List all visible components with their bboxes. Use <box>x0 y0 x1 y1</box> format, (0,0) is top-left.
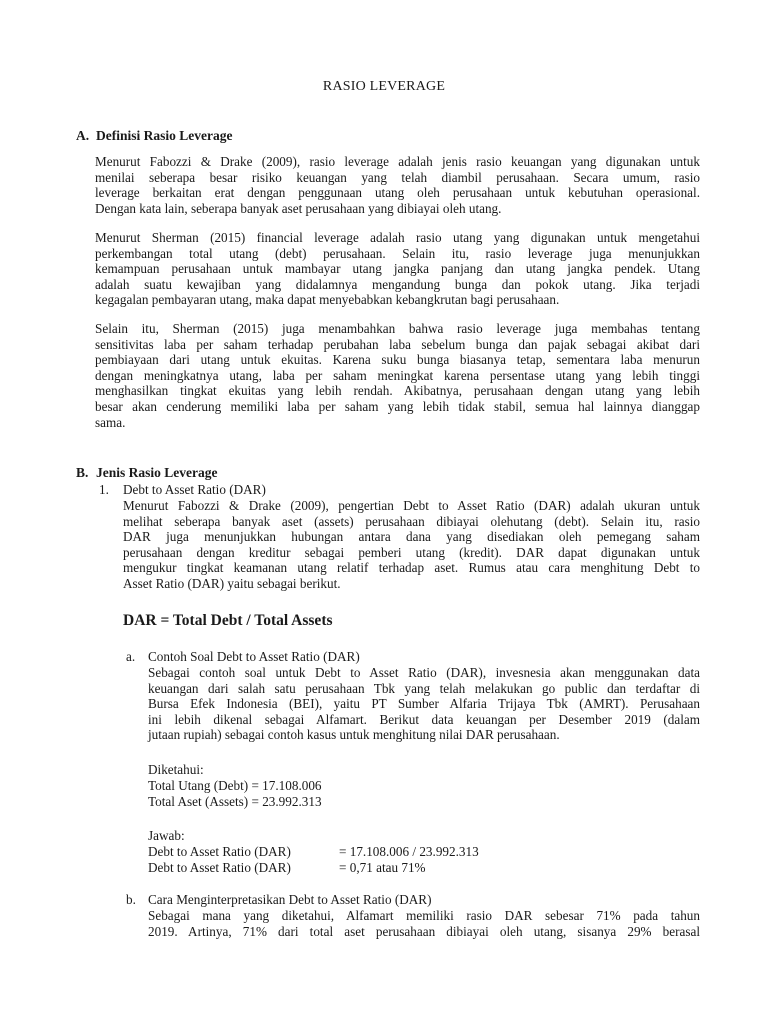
text-line: keuangan dari salah satu perusahaan Tbk yang telah melakukan go public dan terdaftar di <box>148 680 700 696</box>
sub-b-letter: b. <box>126 892 136 907</box>
calc-label-2: Debt to Asset Ratio (DAR) <box>148 860 291 875</box>
text-line: perusahaan dengan kreditur sebagai pemberi utang (kredit). DAR dapat digunakan untuk <box>123 544 700 560</box>
text-line: Menurut Fabozzi & Drake (2009), pengertian Debt to Asset Ratio (DAR) adalah ukuran untuk <box>123 498 700 513</box>
section-b-heading <box>76 465 217 481</box>
text-line: kegagalan pembayaran utang, maka dapat menyebabkan kebangkrutan bagi perusahaan. <box>95 292 560 308</box>
text-line: besar akan cenderung memiliki laba per saham yang lebih tidak stabil, semua hal lainnya dianggap <box>95 398 700 414</box>
text-line: perkembangan total utang (debt) perusahaan. Selain itu, rasio leverage juga menunjukkan <box>95 245 700 261</box>
text-line: mengukur tingkat keamanan utang relatif terhadap aset. Rumus atau cara menghitung Debt to <box>123 560 700 576</box>
text-line: dengan meningkatnya utang, laba per saham meningkat karena persentase utang yang lebih tinggi <box>95 367 700 383</box>
section-b-number: B. <box>76 465 89 480</box>
text-line: Bursa Efek Indonesia (BEI), yaitu PT Sumber Alfaria Trijaya Tbk (AMRT). Perusahaan <box>148 696 700 712</box>
item-1-paragraph <box>123 498 700 592</box>
text-line: sensitivitas laba per saham terhadap perubahan laba sebelum bunga dan pajak sebagai akibat dari <box>95 336 700 352</box>
sub-b-paragraph <box>148 908 700 939</box>
item-1-label: Debt to Asset Ratio (DAR) <box>123 482 266 497</box>
text-line: menghasilkan tingkat ekuitas yang lebih rendah. Akibatnya, perusahaan dengan utang yang lebih <box>95 383 700 399</box>
calc-label-1: Debt to Asset Ratio (DAR) <box>148 844 291 859</box>
text-line: Menurut Sherman (2015) financial leverage adalah rasio utang yang digunakan untuk mengetahui <box>95 230 700 245</box>
text-line: leverage berkaitan erat dengan penggunaan utang oleh perusahaan untuk kebutuhan operasional. <box>95 185 700 201</box>
section-a-paragraph-2 <box>95 230 700 308</box>
text-line: Selain itu, Sherman (2015) juga menambahkan bahwa rasio leverage juga membahas tentang <box>95 321 700 336</box>
text-line: pembiayaan dari utang untuk ekuitas. Karena suku bunga biasanya tetap, sementara laba menurun <box>95 352 700 368</box>
text-line: 2019. Artinya, 71% dari total aset perusahaan dibiayai oleh utang, sisanya 29% berasal <box>148 923 700 939</box>
calc-value-2: = 0,71 atau 71% <box>339 860 426 875</box>
section-a-heading <box>76 128 232 144</box>
given-total-assets: Total Aset (Assets) = 23.992.313 <box>148 794 322 809</box>
text-line: jutaan rupiah) sebagai contoh kasus untuk menghitung nilai DAR perusahaan. <box>148 727 560 743</box>
given-label: Diketahui: <box>148 762 204 777</box>
text-line: menilai seberapa besar risiko keuangan yang telah diambil perusahaan. Secara umum, rasio <box>95 169 700 185</box>
dar-formula: DAR = Total Debt / Total Assets <box>123 612 333 629</box>
sub-a-letter: a. <box>126 649 136 664</box>
answer-label: Jawab: <box>148 828 185 843</box>
section-a-paragraph-3 <box>95 321 700 430</box>
section-a-paragraph-1 <box>95 154 700 216</box>
section-b-title: Jenis Rasio Leverage <box>96 465 218 480</box>
document-title: RASIO LEVERAGE <box>322 79 446 94</box>
item-1-number: 1. <box>99 482 109 497</box>
text-line: adalah suatu kewajiban yang didalamnya mengandung bunga dan pokok utang. Jika terjadi <box>95 276 700 292</box>
sub-a-paragraph <box>148 665 700 743</box>
sub-b-label: Cara Menginterpretasikan Debt to Asset Ratio (DAR) <box>148 892 432 907</box>
text-line: kemampuan perusahaan untuk mambayar utang jangka panjang dan utang jangka pendek. Utang <box>95 261 700 277</box>
section-a-number: A. <box>76 128 90 143</box>
sub-a-label: Contoh Soal Debt to Asset Ratio (DAR) <box>148 649 360 664</box>
text-line: Sebagai contoh soal untuk Debt to Asset Ratio (DAR), invesnesia akan menggunakan data <box>148 665 700 680</box>
text-line: ini lebih dikenal sebagai Alfamart. Berikut data keuangan per Desember 2019 (dalam <box>148 711 700 727</box>
text-line: Dengan kata lain, seberapa banyak aset perusahaan yang dibiayai oleh utang. <box>95 200 502 216</box>
text-line: Asset Ratio (DAR) yaitu sebagai berikut. <box>123 575 341 591</box>
text-line: melihat seberapa banyak aset (assets) perusahaan dibiayai olehutang (debt). Selain itu, rasio <box>123 513 700 529</box>
section-a-title: Definisi Rasio Leverage <box>96 128 233 143</box>
text-line: Sebagai mana yang diketahui, Alfamart memiliki rasio DAR sebesar 71% pada tahun <box>148 908 700 923</box>
given-total-debt: Total Utang (Debt) = 17.108.006 <box>148 778 322 793</box>
calc-value-1: = 17.108.006 / 23.992.313 <box>339 844 479 859</box>
text-line: sama. <box>95 414 126 430</box>
text-line: DAR juga menunjukkan hubungan antara dana yang disediakan oleh pemegang saham <box>123 529 700 545</box>
text-line: Menurut Fabozzi & Drake (2009), rasio leverage adalah jenis rasio keuangan yang digunakan untuk <box>95 154 700 169</box>
